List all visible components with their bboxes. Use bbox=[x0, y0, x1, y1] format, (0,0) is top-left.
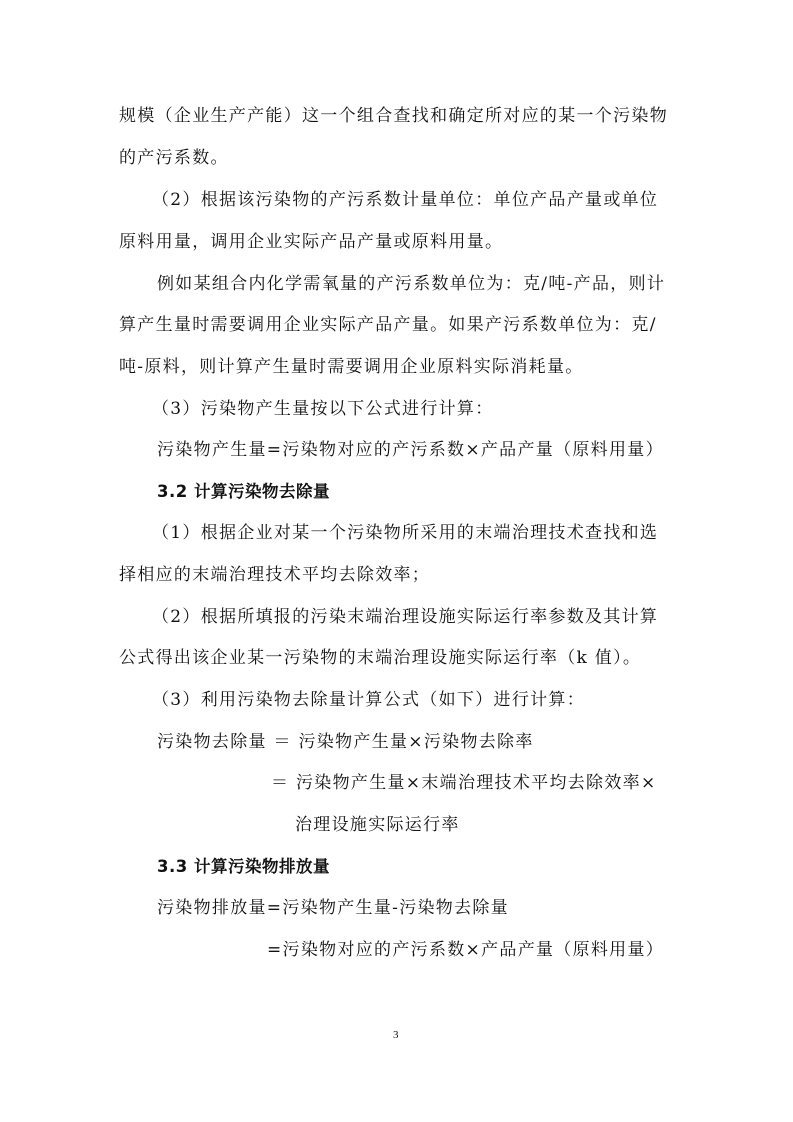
formula-line: 治理设施实际运行率 bbox=[295, 815, 460, 835]
formula-line: 污染物产生量=污染物对应的产污系数×产品产量（原料用量） bbox=[157, 440, 664, 460]
page-number: 3 bbox=[393, 1029, 399, 1041]
paragraph-line: （2）根据所填报的污染末端治理设施实际运行率参数及其计算 bbox=[152, 607, 659, 627]
formula-line: =污染物对应的产污系数×产品产量（原料用量） bbox=[267, 940, 665, 960]
paragraph-line: 择相应的末端治理技术平均去除效率； bbox=[119, 565, 431, 585]
paragraph-line: （1）根据企业对某一个污染物所采用的末端治理技术查找和选 bbox=[152, 523, 659, 543]
paragraph-line: 例如某组合内化学需氧量的产污系数单位为：克/吨-产品，则计 bbox=[157, 274, 666, 294]
paragraph-line: 吨-原料，则计算产生量时需要调用企业原料实际消耗量。 bbox=[119, 357, 584, 377]
paragraph-line: （2）根据该污染物的产污系数计量单位：单位产品产量或单位 bbox=[152, 190, 659, 210]
paragraph-line: 规模（企业生产产能）这一个组合查找和确定所对应的某一个污染物 bbox=[119, 106, 668, 126]
section-heading: 3.3 计算污染物排放量 bbox=[157, 857, 330, 876]
paragraph-line: 公式得出该企业某一污染物的末端治理设施实际运行率（k 值）。 bbox=[119, 648, 642, 668]
section-heading: 3.2 计算污染物去除量 bbox=[157, 482, 330, 501]
paragraph-line: （3）利用污染物去除量计算公式（如下）进行计算： bbox=[152, 690, 586, 710]
paragraph-line: 原料用量，调用企业实际产品产量或原料用量。 bbox=[119, 232, 504, 252]
formula-line: 污染物排放量=污染物产生量-污染物去除量 bbox=[157, 898, 509, 918]
paragraph-line: （3）污染物产生量按以下公式进行计算： bbox=[152, 399, 494, 419]
formula-line: 污染物去除量 ＝ 污染物产生量×污染物去除率 bbox=[157, 732, 534, 752]
paragraph-line: 的产污系数。 bbox=[119, 148, 229, 168]
formula-line: ＝ 污染物产生量×末端治理技术平均去除效率× bbox=[271, 773, 657, 793]
paragraph-line: 算产生量时需要调用企业实际产品产量。如果产污系数单位为：克/ bbox=[119, 315, 657, 335]
